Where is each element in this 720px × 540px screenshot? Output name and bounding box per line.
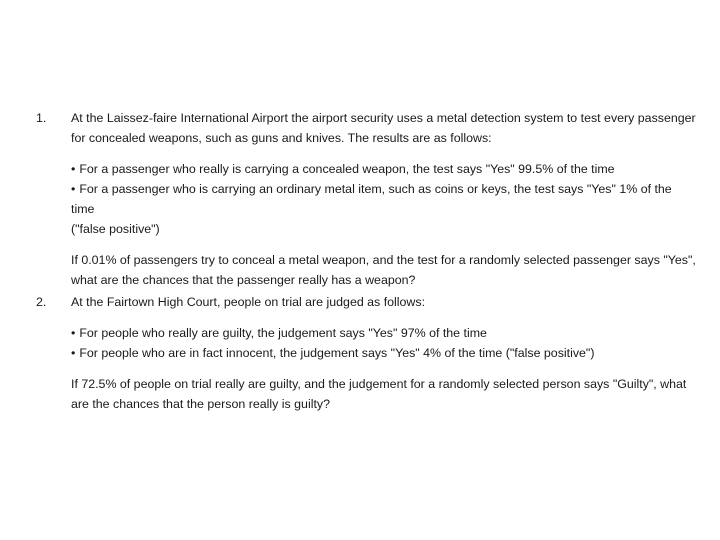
intro-line: At the Laissez-faire International Airport the airport security uses a metal detection system to test every passenger [71,111,696,125]
list-item-text: For people who are in fact innocent, the judgement says "Yes" 4% of the time ("false positive") [79,346,595,360]
question-1 [36,108,696,290]
intro-line: for concealed weapons, such as guns and knives. The results are as follows: [71,131,492,145]
list-item [71,159,696,179]
list-item-text: For a passenger who really is carrying a concealed weapon, the test says "Yes" 99.5% of the time [79,162,615,176]
question-body [71,292,696,414]
question-body [71,108,696,290]
bullet-list [71,159,696,239]
question-line: If 0.01% of passengers try to conceal a metal weapon, and the test for a randomly selected passenger says "Yes", [71,253,696,267]
question-number: 2. [36,295,47,309]
question-line: are the chances that the person really is guilty? [71,397,330,411]
list-item-continuation: ("false positive") [71,222,160,236]
list-item [71,179,696,219]
question-line: If 72.5% of people on trial really are guilty, and the judgement for a randomly selected person says "Guilty", what [71,377,687,391]
bullet-list [71,323,696,363]
question-line: what are the chances that the passenger really has a weapon? [71,273,416,287]
intro-line: At the Fairtown High Court, people on trial are judged as follows: [71,295,426,309]
list-item [71,323,696,343]
list-item-text: For people who really are guilty, the judgement says "Yes" 97% of the time [79,326,487,340]
list-item-text: For a passenger who is carrying an ordinary metal item, such as coins or keys, the test says "Yes" 1% of the time [71,182,672,216]
question-2 [36,292,696,414]
list-item [71,343,696,363]
question-number: 1. [36,111,47,125]
